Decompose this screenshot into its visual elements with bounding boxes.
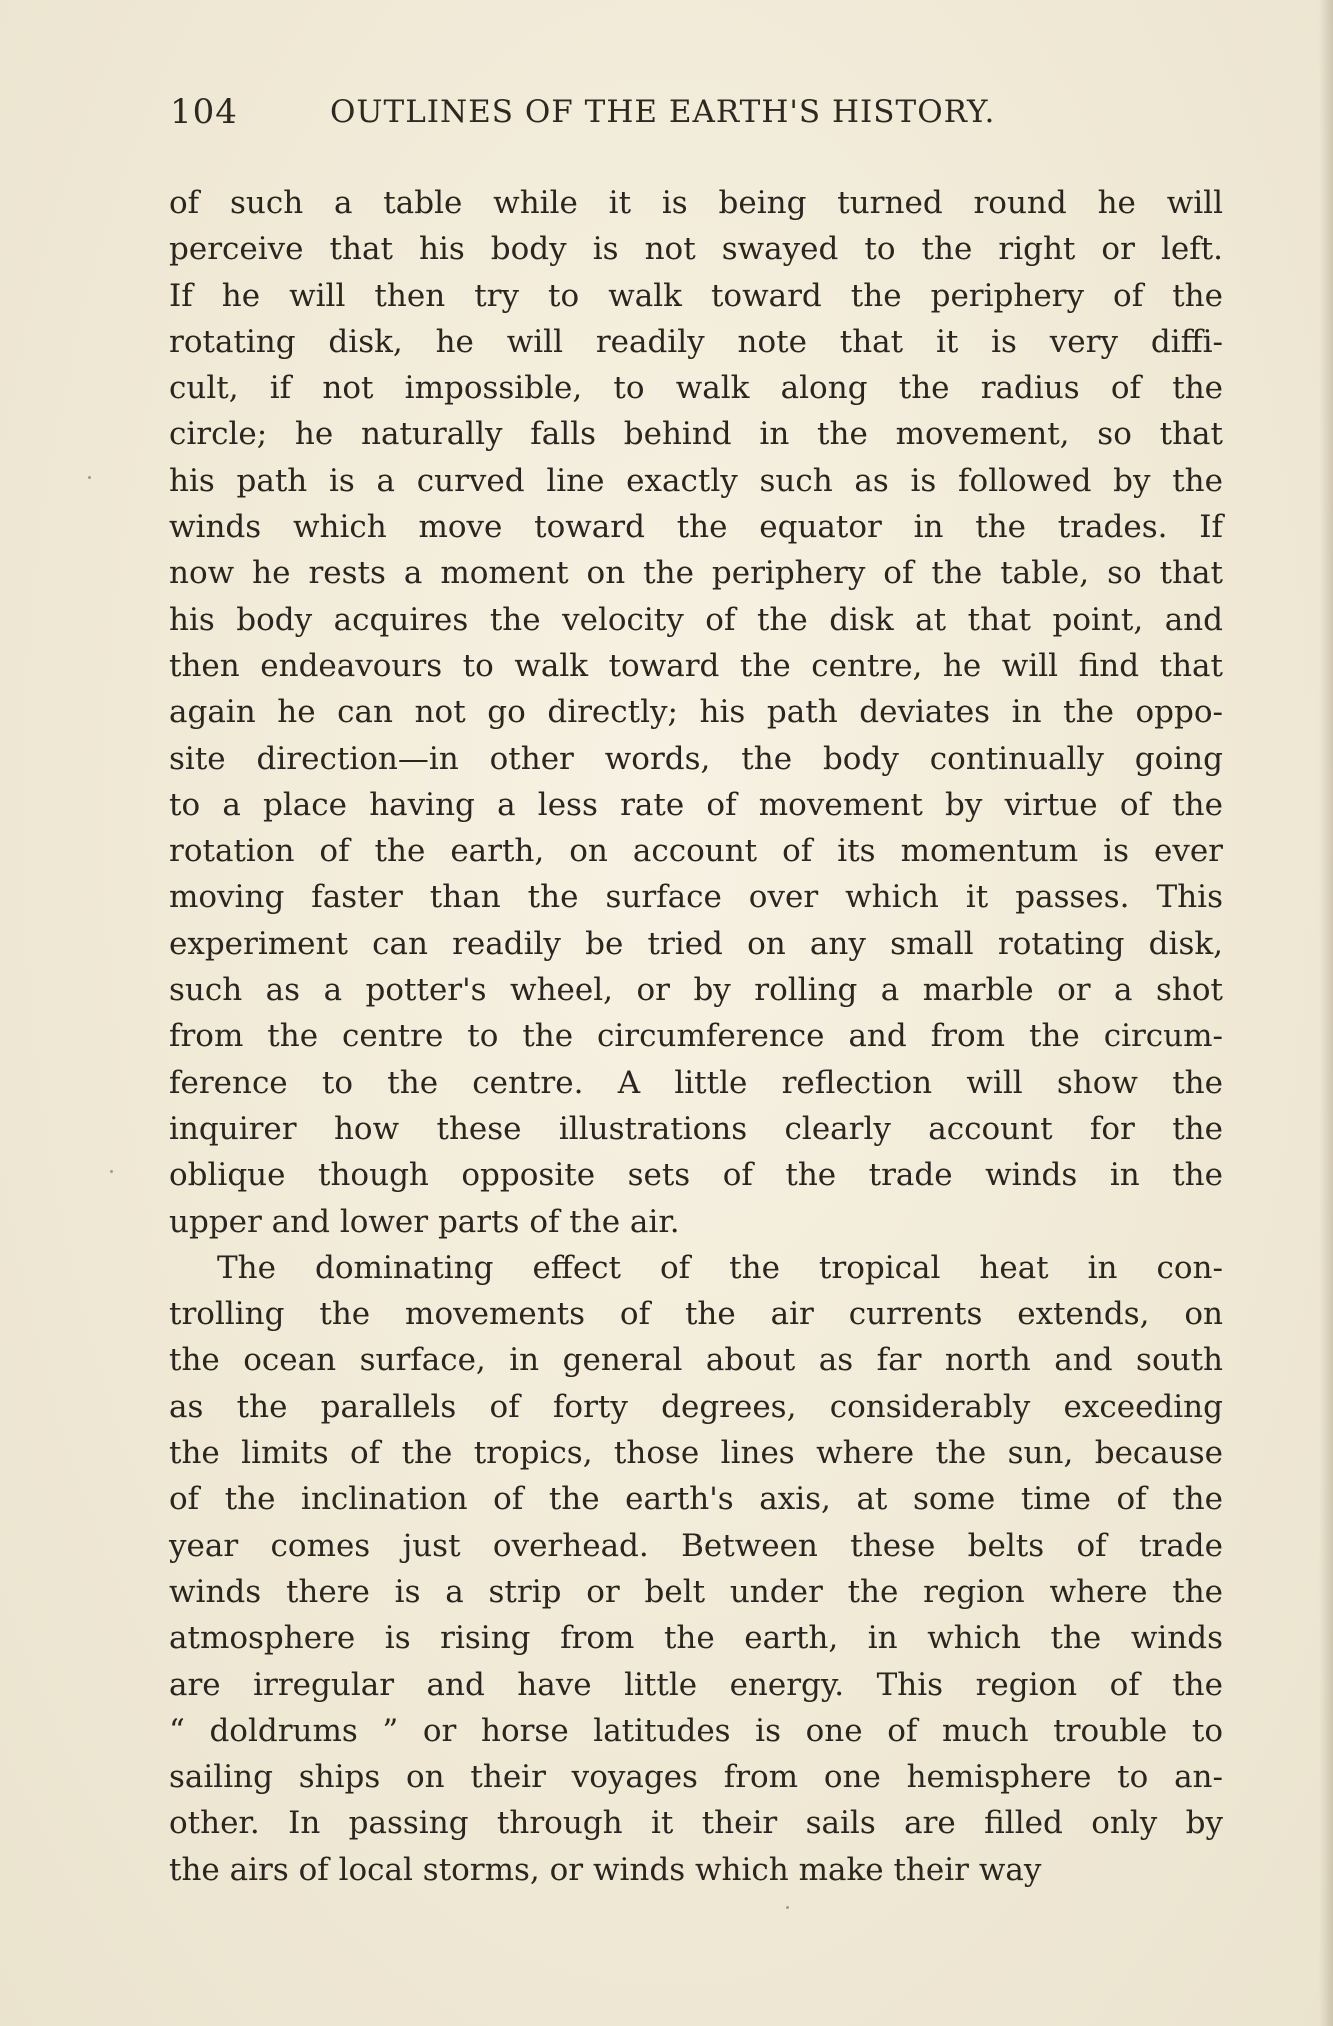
text-line: again he can not go directly; his path deviates in the oppo-: [169, 694, 1223, 731]
text-line: upper and lower parts of the air.: [169, 1203, 680, 1240]
text-line: winds which move toward the equator in the trades. If: [169, 509, 1223, 546]
text-line: from the centre to the circumference and from the circum-: [169, 1018, 1223, 1055]
text-line: ference to the centre. A little reflection will show the: [169, 1064, 1223, 1101]
paragraph: [169, 180, 1223, 1245]
text-line: then endeavours to walk toward the centre, he will find that: [169, 647, 1223, 684]
text-line: sailing ships on their voyages from one hemisphere to an-: [169, 1759, 1223, 1796]
paper-speck: [110, 1170, 113, 1173]
text-line: are irregular and have little energy. This region of the: [169, 1666, 1223, 1703]
text-line: The dominating effect of the tropical heat in con-: [217, 1249, 1223, 1286]
text-line: the limits of the tropics, those lines where the sun, because: [169, 1435, 1223, 1472]
body-text: [169, 180, 1223, 1893]
text-line: experiment can readily be tried on any small rotating disk,: [169, 925, 1223, 962]
paper-speck: [786, 1906, 789, 1909]
text-line: to a place having a less rate of movement by virtue of the: [169, 786, 1223, 823]
text-line: moving faster than the surface over which it passes. This: [169, 879, 1223, 916]
text-line: inquirer how these illustrations clearly account for the: [169, 1110, 1223, 1147]
text-line: now he rests a moment on the periphery of the table, so that: [169, 555, 1223, 592]
running-title: OUTLINES OF THE EARTH'S HISTORY.: [330, 94, 996, 130]
text-line: of the inclination of the earth's axis, at some time of the: [169, 1481, 1223, 1518]
text-line: circle; he naturally falls behind in the movement, so that: [169, 416, 1223, 453]
page-number: 104: [170, 92, 238, 132]
text-line: rotation of the earth, on account of its momentum is ever: [169, 833, 1223, 870]
running-header: [170, 92, 1070, 142]
text-line: perceive that his body is not swayed to the right or left.: [169, 231, 1223, 268]
text-line: as the parallels of forty degrees, considerably exceeding: [169, 1388, 1223, 1425]
text-line: site direction—in other words, the body continually going: [169, 740, 1223, 777]
text-line: atmosphere is rising from the earth, in which the winds: [169, 1620, 1223, 1657]
text-line: of such a table while it is being turned round he will: [169, 185, 1223, 221]
text-line: “ doldrums ” or horse latitudes is one of much trouble to: [169, 1712, 1223, 1749]
text-line: winds there is a strip or belt under the region where the: [169, 1573, 1223, 1610]
text-line: his body acquires the velocity of the disk at that point, and: [169, 601, 1223, 638]
text-line: oblique though opposite sets of the trade winds in the: [169, 1157, 1223, 1194]
paragraph: [169, 1245, 1223, 1893]
text-line: his path is a curved line exactly such as is followed by the: [169, 462, 1223, 499]
text-line: the ocean surface, in general about as far north and south: [169, 1342, 1223, 1379]
paper-speck: [88, 476, 91, 479]
page-edge-shadow: [1319, 0, 1333, 2026]
text-line: other. In passing through it their sails are filled only by: [169, 1805, 1223, 1842]
text-line: rotating disk, he will readily note that it is very diffi-: [169, 323, 1223, 360]
text-line: cult, if not impossible, to walk along the radius of the: [169, 370, 1223, 407]
text-line: year comes just overhead. Between these belts of trade: [169, 1527, 1223, 1564]
text-line: If he will then try to walk toward the periphery of the: [169, 277, 1223, 314]
text-line: such as a potter's wheel, or by rolling a marble or a shot: [169, 972, 1223, 1009]
text-line: the airs of local storms, or winds which make their way: [169, 1851, 1042, 1888]
text-line: trolling the movements of the air currents extends, on: [169, 1296, 1223, 1333]
